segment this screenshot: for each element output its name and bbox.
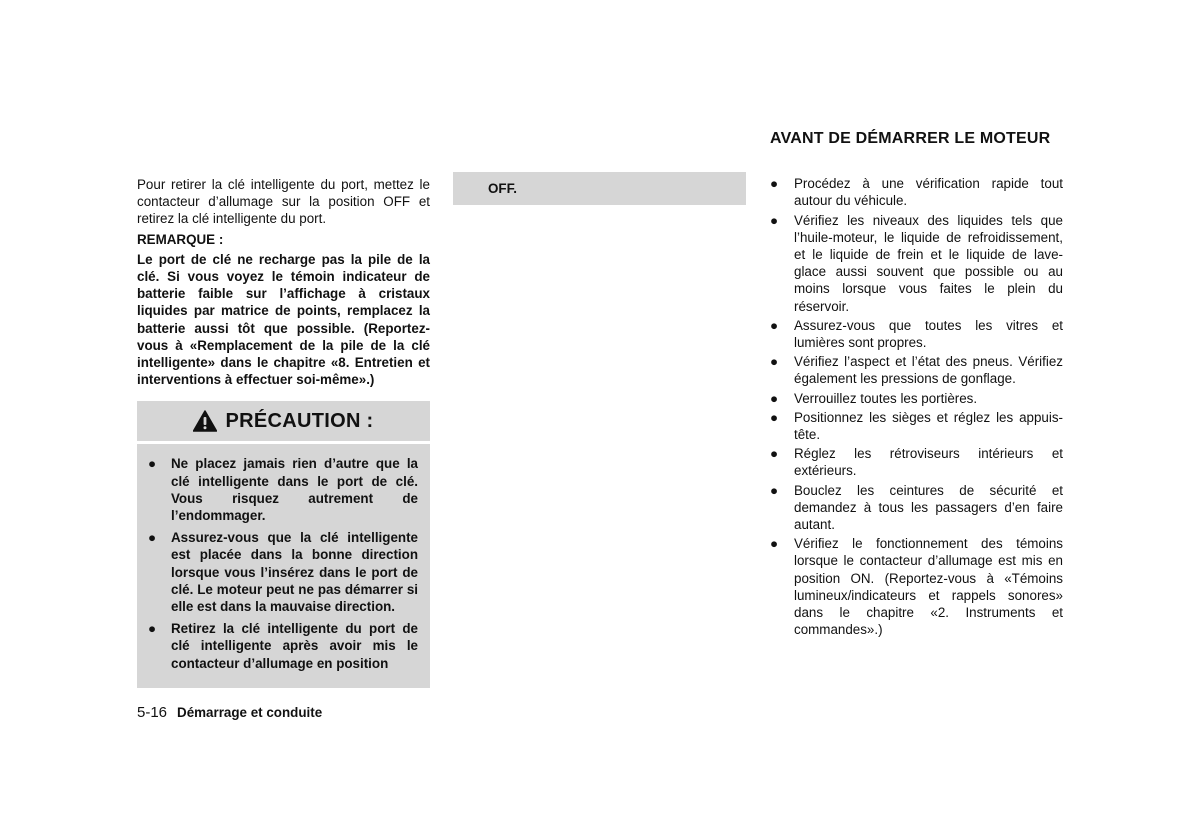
checklist-item: [770, 390, 1063, 407]
checklist-item-text: Assurez-vous que toutes les vitres et lumières sont propres.: [794, 317, 1063, 351]
bullet: ●: [770, 317, 779, 333]
bullet: ●: [770, 409, 779, 425]
caution-box: [137, 401, 430, 688]
checklist-item: [770, 212, 1063, 315]
middle-column: [453, 172, 746, 205]
caution-item-text: Ne placez jamais rien d’autre que la clé intelligente dans le port de clé. Vous risquez autrement de l’endommager.: [171, 456, 418, 524]
caution-continued-box: [453, 172, 746, 205]
caution-continued-text: OFF.: [488, 180, 518, 196]
caution-list: [137, 444, 430, 671]
caution-item-text: Assurez-vous que la clé intelligente est placée dans la bonne direction lorsque vous l’insérez dans le port de clé. Le moteur peut ne pas démarrer si elle est dans la mauvaise direction.: [171, 530, 418, 615]
bullet: ●: [148, 621, 157, 637]
checklist-item-text: Verrouillez toutes les portières.: [794, 390, 978, 406]
bullet: ●: [770, 354, 779, 370]
bullet: ●: [770, 212, 779, 228]
checklist-item: [770, 535, 1063, 638]
remark-heading: REMARQUE :: [137, 231, 224, 247]
caution-item: [148, 620, 418, 672]
page-footer: [137, 704, 322, 721]
footer-section-title: Démarrage et conduite: [177, 705, 323, 720]
caution-title: PRÉCAUTION :: [225, 409, 374, 432]
bullet: ●: [770, 176, 779, 192]
checklist-item: [770, 409, 1063, 443]
bullet: ●: [770, 446, 779, 462]
checklist-item-text: Procédez à une vérification rapide tout autour du véhicule.: [794, 176, 1063, 209]
checklist: [770, 175, 1063, 638]
section-title: AVANT DE DÉMARRER LE MOTEUR: [770, 130, 1051, 147]
checklist-item: [770, 445, 1063, 479]
checklist-item: [770, 353, 1063, 387]
bullet: ●: [148, 456, 157, 472]
checklist-item-text: Positionnez les sièges et réglez les appuis-tête.: [794, 409, 1063, 443]
page-number: 5-16: [137, 704, 168, 721]
checklist-item-text: Vérifiez l’aspect et l’état des pneus. Vérifiez également les pressions de gonflage.: [794, 354, 1063, 387]
bullet: ●: [770, 390, 779, 406]
checklist-item-text: Réglez les rétroviseurs intérieurs et extérieurs.: [794, 446, 1063, 479]
bullet: ●: [148, 530, 157, 546]
warning-triangle-icon: [193, 410, 217, 432]
checklist-item-text: Vérifiez les niveaux des liquides tels que l’huile-moteur, le liquide de refroidissement, et le liquide de frein et le liquide de lave-glace aussi souvent que possible ou au moins lorsque vous faites le plein du réservoir.: [794, 212, 1063, 314]
bullet: ●: [770, 482, 779, 498]
caution-item-text: Retirez la clé intelligente du port de clé intelligente après avoir mis le contacteur d’allumage en position: [171, 621, 418, 671]
checklist-item: [770, 175, 1063, 209]
intro-paragraph: Pour retirer la clé intelligente du port, mettez le contacteur d’allumage sur la position OFF et retirez la clé intelligente du port.: [137, 177, 430, 227]
right-column: [770, 130, 1063, 640]
caution-header: [137, 401, 430, 444]
caution-item: [148, 529, 418, 615]
caution-item: [148, 455, 418, 524]
checklist-item: [770, 482, 1063, 534]
checklist-item-text: Vérifiez le fonctionnement des témoins lorsque le contacteur d’allumage est mis en position ON. (Reportez-vous à «Témoins lumineux/indicateurs et rappels sonores» dans le chapitre «2. Instruments et commandes».): [794, 536, 1063, 638]
checklist-item: [770, 317, 1063, 351]
bullet: ●: [770, 536, 779, 552]
left-column: [137, 176, 430, 688]
checklist-item-text: Bouclez les ceintures de sécurité et demandez à tous les passagers d’en faire autant.: [794, 482, 1063, 533]
remark-body: Le port de clé ne recharge pas la pile de la clé. Si vous voyez le témoin indicateur de batterie faible sur l’affichage à cristaux liquides par matrice de points, remplacez la batterie aussi tôt que possible. (Reportez-vous à «Remplacement de la pile de la clé intelligente» dans le chapitre «8. Entretien et interventions à effectuer soi-même».): [137, 251, 430, 388]
